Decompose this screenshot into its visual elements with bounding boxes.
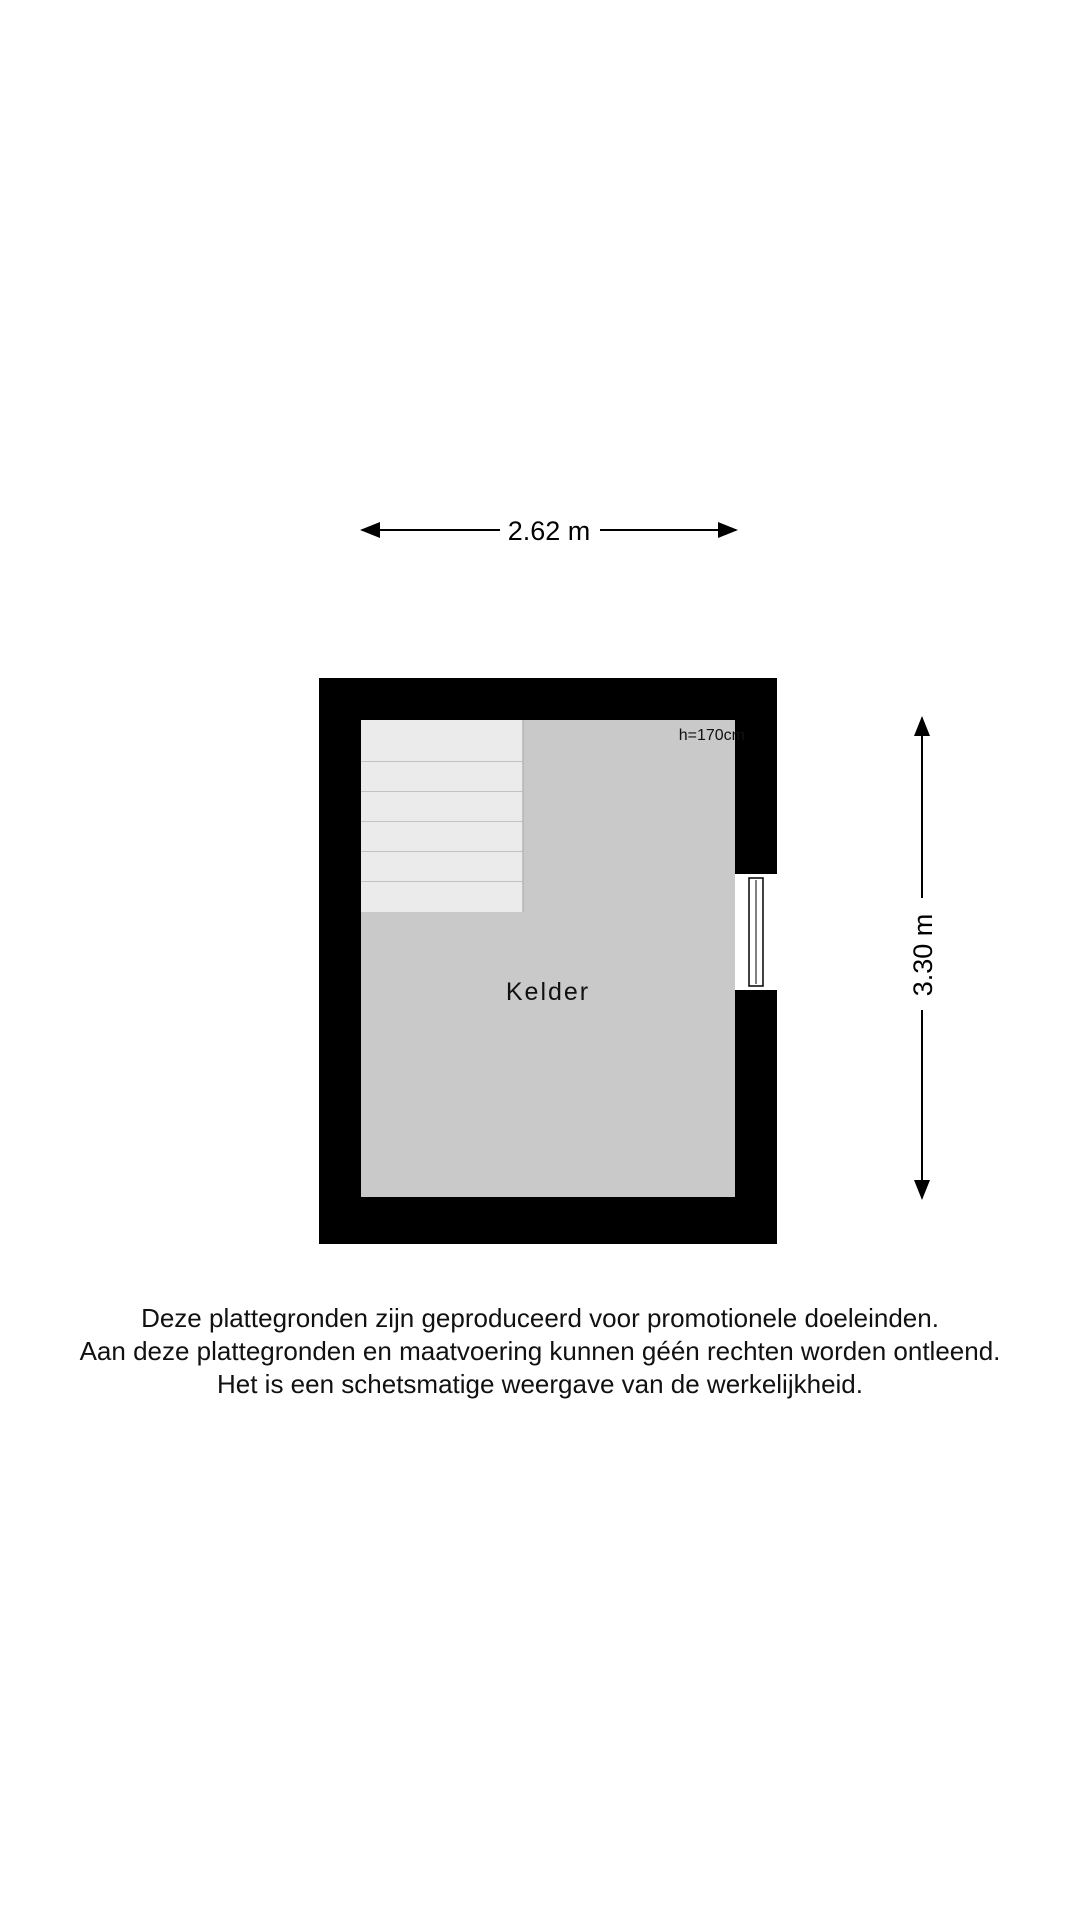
room-name-label: Kelder xyxy=(505,978,591,1006)
disclaimer-line-1: Deze plattegronden zijn geproduceerd voor promotionele doeleinden. xyxy=(141,1303,939,1333)
height-dimension-label: 3.30 m xyxy=(908,913,938,997)
disclaimer-text xyxy=(0,1302,1080,1401)
width-dimension-label: 2.62 m xyxy=(507,516,591,546)
window xyxy=(735,874,777,990)
stair-step xyxy=(361,852,523,882)
stair-step xyxy=(361,720,523,762)
stair-step xyxy=(361,882,523,912)
disclaimer-line-3: Het is een schetsmatige weergave van de werkelijkheid. xyxy=(216,1369,863,1399)
height-dimension xyxy=(908,718,938,1198)
width-dimension xyxy=(362,516,736,546)
disclaimer-line-2: Aan deze plattegronden en maatvoering kunnen géén rechten worden ontleend. xyxy=(79,1336,1001,1366)
stair-step xyxy=(361,762,523,792)
ceiling-height-label: h=170cm xyxy=(678,727,745,744)
staircase xyxy=(361,720,523,912)
stair-step xyxy=(361,822,523,852)
stair-step xyxy=(361,792,523,822)
